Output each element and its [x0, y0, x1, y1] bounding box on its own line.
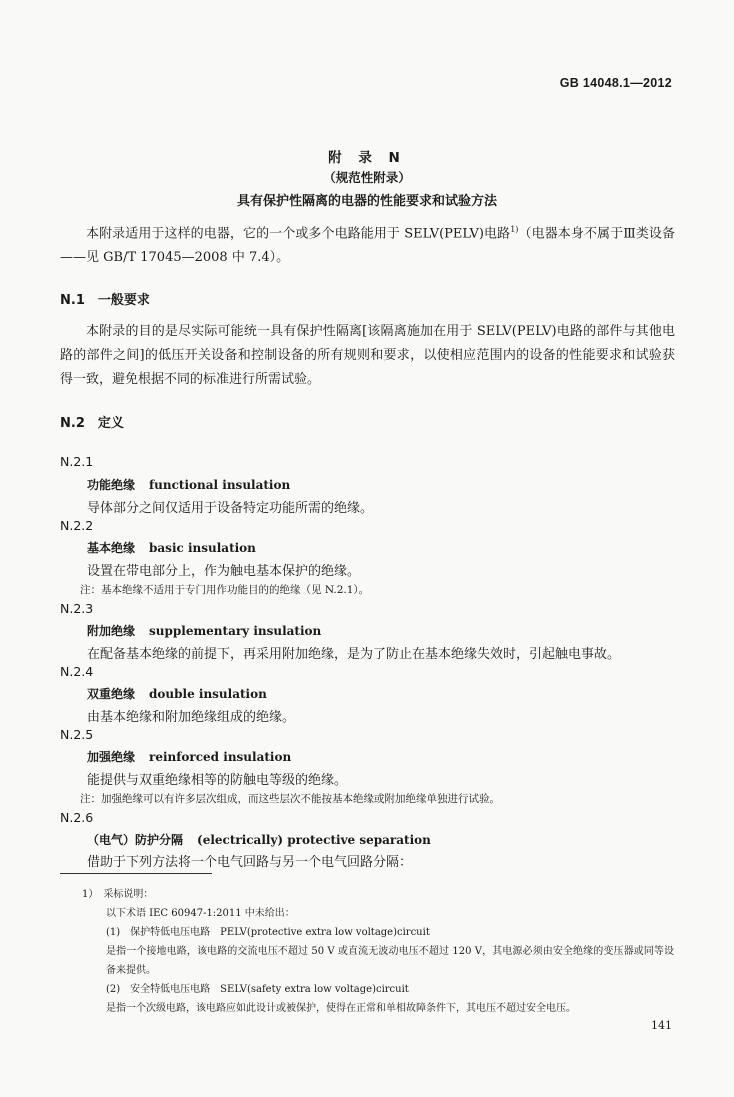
intro-paragraph: [60, 218, 675, 270]
footnote-mark: 1): [510, 225, 519, 234]
footnote-line: 以下术语 IEC 60947-1:2011 中未给出：: [106, 908, 295, 919]
term-en: double insulation: [149, 687, 267, 701]
footnote-separator: [60, 873, 212, 874]
term-en: basic insulation: [149, 541, 256, 555]
definition: 借助于下列方法将一个电气回路与另一个电气回路分隔：: [87, 855, 413, 870]
term: [87, 476, 290, 493]
definition: 能提供与双重绝缘相等的防触电等级的绝缘。: [87, 773, 348, 788]
appendix-heading: 具有保护性隔离的电器的性能要求和试验方法: [236, 194, 497, 209]
clause-number: N.2.1: [60, 454, 94, 469]
definition: 由基本绝缘和附加绝缘组成的绝缘。: [87, 710, 296, 725]
clause-number: N.2.2: [60, 518, 94, 533]
footnote-line: 是指一个接地电路，该电路的交流电压不超过 50 V 或直流无波动电压不超过 120 V，其电源必须由安全绝缘的变压器或同等设备来提供。: [106, 946, 674, 976]
term-en: reinforced insulation: [149, 750, 292, 764]
appendix-subtitle: （规范性附录）: [323, 170, 411, 185]
term-zh: 功能绝缘: [87, 478, 136, 492]
appendix-title: 附 录 N: [328, 150, 406, 166]
term: [87, 622, 321, 639]
term: [87, 685, 267, 702]
term-en: supplementary insulation: [149, 624, 322, 638]
term-en: functional insulation: [149, 478, 291, 492]
footnote-line: (1) 保护特低电压电路 PELV(protective extra low voltage)circuit: [106, 927, 430, 938]
page-number: 141: [651, 1019, 672, 1032]
term: [87, 748, 291, 765]
clause-number: N.2.4: [60, 664, 94, 679]
term-en: (electrically) protective separation: [197, 833, 431, 847]
intro-text-a: 本附录适用于这样的电器，它的一个或多个电路能用于 SELV(PELV)电路: [86, 226, 511, 242]
definition: 导体部分之间仅适用于设备特定功能所需的绝缘。: [87, 501, 374, 516]
footnote-label: 1） 采标说明：: [82, 889, 154, 900]
section-n1-paragraph: 本附录的目的是尽实际可能统一具有保护性隔离[该隔离施加在用于 SELV(PELV)电路的部件与其他电路的部件之间]的低压开关设备和控制设备的所有规则和要求，以使相应范围内的设备的性能要求和试验获得一致，避免根据不同的标准进行所需试验。: [60, 324, 675, 387]
term-zh: 加强绝缘: [87, 750, 136, 764]
clause-number: N.2.3: [60, 601, 94, 616]
definition: 在配备基本绝缘的前提下，再采用附加绝缘，是为了防止在基本绝缘失效时，引起触电事故。: [87, 647, 621, 662]
standard-code: GB 14048.1—2012: [559, 76, 672, 90]
footnote-line: (2) 安全特低电压电路 SELV(safety extra low voltage)circuit: [106, 984, 409, 995]
section-n2-heading: N.2 定义: [60, 416, 124, 431]
term-zh: 双重绝缘: [87, 687, 136, 701]
term: [87, 831, 431, 848]
clause-number: N.2.6: [60, 810, 94, 825]
definition: 设置在带电部分上，作为触电基本保护的绝缘。: [87, 564, 361, 579]
intro-text-b: （电器本身不属于Ⅲ类设备——见 GB/T 17045—2008 中 7.4）。: [60, 226, 675, 266]
term: [87, 539, 256, 556]
term-zh: （电气）防护分隔: [87, 833, 184, 847]
term-zh: 基本绝缘: [87, 541, 136, 555]
section-n1-heading: N.1 一般要求: [60, 293, 150, 308]
footnote-line: 是指一个次级电路，该电路应如此设计或被保护，使得在正常和单相故障条件下，其电压不超过安全电压。: [106, 1003, 576, 1014]
term-zh: 附加绝缘: [87, 624, 136, 638]
note: 注：基本绝缘不适用于专门用作功能目的的绝缘（见 N.2.1）。: [80, 584, 370, 596]
clause-number: N.2.5: [60, 727, 94, 742]
note: 注：加强绝缘可以有许多层次组成，而这些层次不能按基本绝缘或附加绝缘单独进行试验。: [80, 793, 500, 805]
